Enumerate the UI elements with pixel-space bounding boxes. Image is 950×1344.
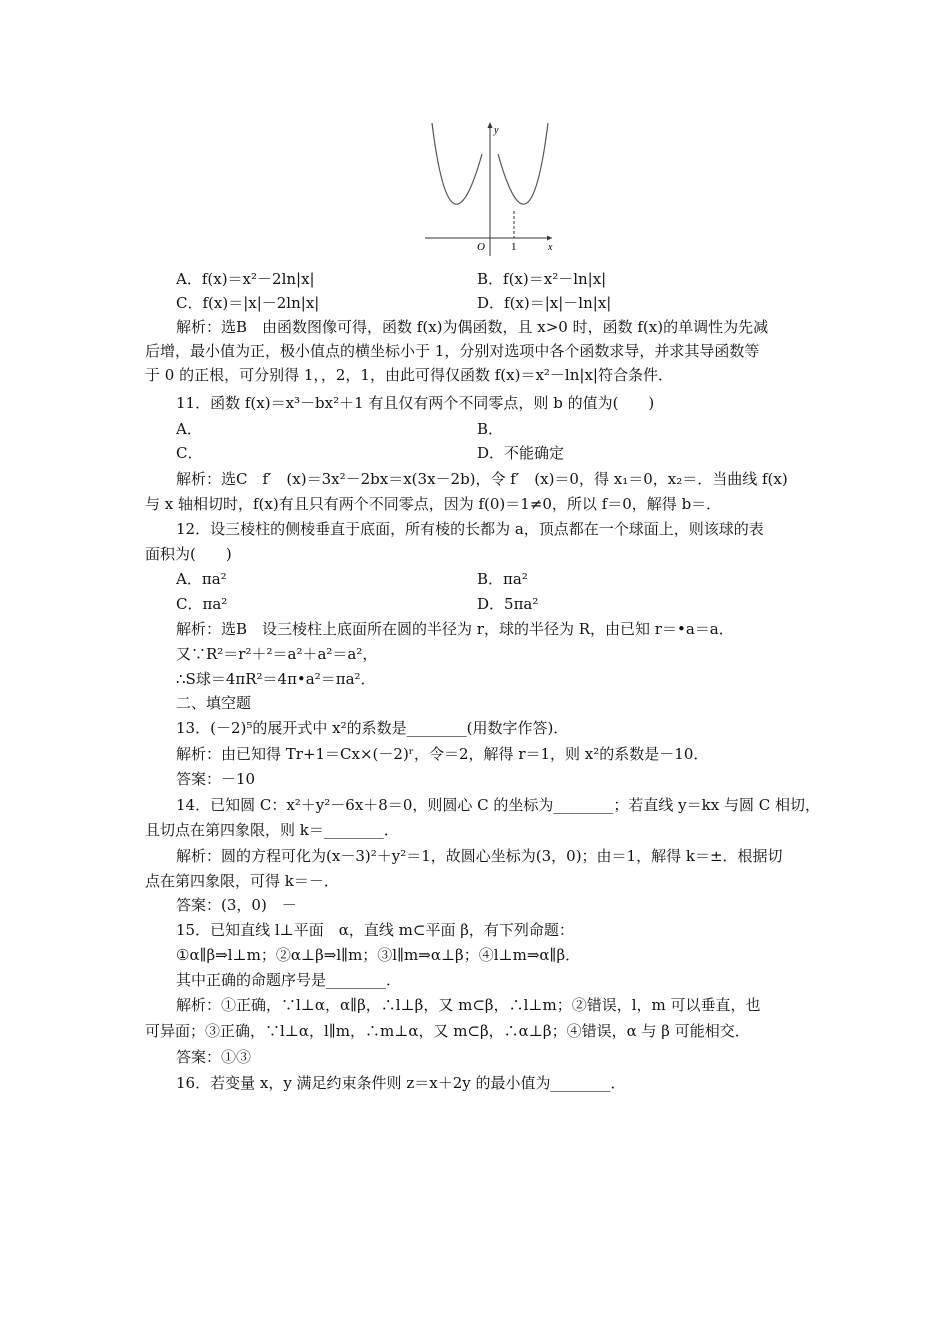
q11-option-a: A． [176, 420, 202, 438]
q12-analysis-line: ∴S球＝4πR²＝4π•a²＝πa²． [176, 670, 376, 688]
q10-analysis-line: 于 0 的正根，可分别得 1，，2，1，由此可得仅函数 f(x)＝x²－ln|x|符合条件． [145, 366, 673, 384]
q16-stem: 16．若变量 x，y 满足约束条件则 z＝x＋2y 的最小值为________． [176, 1074, 626, 1092]
q10-option-a: A．f(x)＝x²－2ln|x| [176, 270, 315, 288]
q12-option-b: B．πa² [477, 570, 528, 588]
q10-option-c: C．f(x)＝|x|－2ln|x| [176, 294, 320, 312]
x-axis-arrow [547, 236, 552, 241]
q12-analysis-line: 解析：选B 设三棱柱上底面所在圆的半径为 r，球的半径为 R，由已知 r＝•a＝a． [176, 620, 734, 638]
q14-stem-line: 且切点在第四象限，则 k＝________． [145, 821, 399, 839]
q15-analysis-line: 可异面；③正确，∵l⊥α，l∥m，∴m⊥α，又 m⊂β，∴α⊥β；④错误，α 与 β 可能相交． [145, 1022, 750, 1040]
origin-label: O [477, 241, 485, 253]
q10-option-d: D．f(x)＝|x|－ln|x| [477, 294, 612, 312]
q12-analysis-line: 又∵R²＝r²＋²＝a²＋a²＝a²， [176, 645, 378, 663]
q12-stem-line: 12．设三棱柱的侧棱垂直于底面，所有棱的长都为 a，顶点都在一个球面上，则该球的表 [176, 520, 764, 538]
q10-analysis-line: 后增，最小值为正，极小值点的横坐标小于 1，分别对选项中各个函数求导，并求其导函数等 [145, 342, 760, 360]
q11-option-b: B． [477, 420, 504, 438]
q14-analysis-line: 点在第四象限，可得 k＝－． [145, 872, 339, 890]
q10-analysis-line: 解析：选B 由函数图像可得，函数 f(x)为偶函数，且 x>0 时，函数 f(x)的单调性为先减 [176, 318, 769, 336]
q15-stem-line: 15．已知直线 l⊥平面 α，直线 m⊂平面 β，有下列命题： [176, 921, 574, 939]
q15-answer: 答案：①③ [176, 1048, 252, 1066]
q14-stem-line: 14．已知圆 C：x²＋y²－6x＋8＝0，则圆心 C 的坐标为________；若直线 y＝kx 与圆 C 相切， [176, 796, 820, 814]
q12-option-d: D．5πa² [477, 595, 539, 613]
left-curve [432, 123, 482, 204]
q13-stem: 13．(－2)⁵的展开式中 x²的系数是________(用数字作答)． [176, 719, 569, 737]
tick-label-1: 1 [511, 241, 517, 253]
q12-option-a: A．πa² [176, 570, 227, 588]
q11-option-c: C． [176, 444, 203, 462]
q15-stem-line: ①α∥β⇒l⊥m；②α⊥β⇒l∥m；③l∥m⇒α⊥β；④l⊥m⇒α∥β． [176, 946, 581, 964]
q11-stem: 11．函数 f(x)＝x³－bx²＋1 有且仅有两个不同零点，则 b 的值为( ) [176, 394, 655, 412]
q11-option-d: D．不能确定 [477, 444, 565, 462]
y-axis-arrow [488, 122, 493, 128]
right-curve [498, 123, 548, 204]
q14-answer: 答案：(3，0) － [176, 896, 297, 914]
section-heading: 二、填空题 [176, 694, 252, 712]
q13-answer: 答案：－10 [176, 770, 256, 788]
q11-analysis-line: 与 x 轴相切时，f(x)有且只有两个不同零点，因为 f(0)＝1≠0，所以 f＝0，解得 b＝． [145, 495, 722, 513]
function-graph [420, 118, 560, 258]
x-axis-label: x [548, 242, 553, 253]
q10-option-b: B．f(x)＝x²－ln|x| [477, 270, 607, 288]
y-axis-label: y [494, 125, 499, 136]
q13-analysis: 解析：由已知得 Tr+1＝Cx×(－2)ʳ，令＝2，解得 r＝1，则 x²的系数是－10． [176, 745, 709, 763]
q15-analysis-line: 解析：①正确，∵l⊥α，α∥β，∴l⊥β，又 m⊂β，∴l⊥m；②错误，l，m 可以垂直，也 [176, 996, 761, 1014]
q12-stem-line: 面积为( ) [145, 545, 232, 563]
q15-stem-line: 其中正确的命题序号是________． [176, 971, 402, 989]
q14-analysis-line: 解析：圆的方程可化为(x－3)²＋y²＝1，故圆心坐标为(3，0)；由＝1，解得 k＝±．根据切 [176, 847, 783, 865]
q12-option-c: C．πa² [176, 595, 228, 613]
q11-analysis-line: 解析：选C f′ (x)＝3x²－2bx＝x(3x－2b)，令 f′ (x)＝0，得 x₁＝0，x₂＝．当曲线 f(x) [176, 470, 788, 488]
